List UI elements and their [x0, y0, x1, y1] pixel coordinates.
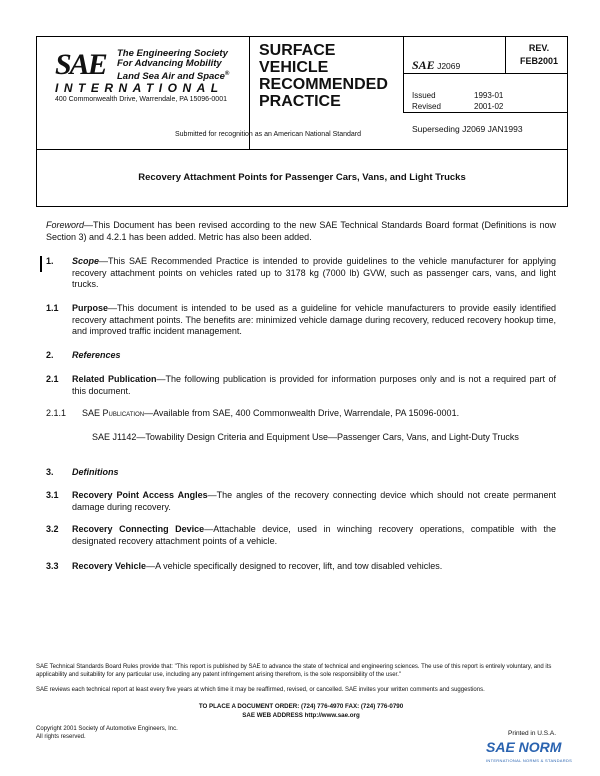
- definition-access-angles: [72, 490, 556, 513]
- web-address: SAE WEB ADDRESS http://www.sae.org: [242, 712, 360, 719]
- change-bar: [40, 256, 42, 272]
- related-publication-paragraph: [72, 374, 556, 397]
- revised-row: [412, 101, 536, 112]
- rev-value: FEB2001: [519, 56, 559, 66]
- revision-block: [511, 42, 567, 68]
- foreword-label: Foreword: [46, 220, 85, 230]
- document-title: Recovery Attachment Points for Passenger Cars, Vans, and Light Trucks: [138, 172, 466, 183]
- tagline-line: The Engineering Society: [117, 48, 228, 59]
- sae-publication-label: SAE Publication: [82, 408, 145, 418]
- sae-publication-text: —Available from SAE, 400 Commonwealth Drive, Warrendale, PA 15096-0001.: [144, 408, 460, 418]
- definitions-heading: [72, 467, 556, 479]
- definition-text: —Attachable device, used in winching recovery operations, compatible with the designated recovery attachment points of a vehicle.: [72, 524, 556, 546]
- title-box: [36, 148, 568, 207]
- definition-term: Recovery Connecting Device: [72, 524, 205, 534]
- purpose-label: Purpose: [72, 303, 109, 313]
- review-notice: SAE reviews each technical report at least every five years at which time it may be reaffirmed, revised, or cancelled. SAE invites your written comments and suggestions.: [36, 687, 485, 693]
- divider: [505, 37, 506, 73]
- sae-publication-paragraph: [82, 408, 556, 420]
- tsb-notice: SAE Technical Standards Board Rules provide that: "This report is published by SAE to advance the state of technical and engineering sciences. The use of this report is entirely voluntary, and its applicability and suitability for any particular use, including any patent infringement arising therefrom, is the sole responsibility of the user.": [36, 664, 552, 678]
- divider: [403, 37, 404, 113]
- rev-label: REV.: [528, 43, 550, 53]
- rights-line: All rights reserved.: [36, 733, 86, 740]
- superseding-note: Superseding J2069 JAN1993: [412, 124, 523, 134]
- revised-label: Revised: [412, 102, 441, 111]
- printed-in: Printed in U.S.A.: [508, 730, 557, 737]
- related-publication-text: —The following publication is provided for information purposes only and is not a required part of this document.: [72, 374, 556, 396]
- section-number: 3.3: [46, 561, 59, 571]
- section-number: 3.2: [46, 524, 59, 534]
- references-heading: [72, 350, 556, 362]
- scope-paragraph: [72, 256, 556, 291]
- purpose-text: —This document is intended to be used as a guideline for vehicle manufacturers to provide easily identified recovery attachment points. The benefits are: minimized vehicle damage during recovery, reduced recovery hookup time, and improved traffic incident management.: [72, 303, 556, 336]
- order-line: TO PLACE A DOCUMENT ORDER: (724) 776-4970 FAX: (724) 776-0790: [198, 703, 404, 710]
- revised-value: 2001-02: [474, 102, 504, 111]
- definitions-label: Definitions: [72, 467, 119, 477]
- section-number: 2.1: [46, 374, 59, 384]
- issued-value: 1993-01: [474, 91, 504, 100]
- reference-text: SAE J1142—Towability Design Criteria and Equipment Use—Passenger Cars, Vans, and Light-Duty Trucks: [92, 432, 519, 442]
- foreword-text: —This Document has been revised according to the new SAE Technical Standards Board format (Definitions is now Section 3) and 4.2.1 has been added. Metric has also been added.: [46, 220, 556, 242]
- scope-label: Scope: [72, 256, 100, 266]
- registered-mark: ®: [224, 71, 230, 77]
- definition-term: Recovery Point Access Angles: [72, 490, 208, 500]
- sae-logo: SAE: [55, 48, 106, 81]
- issue-dates: [412, 90, 536, 112]
- international-label: INTERNATIONAL: [55, 81, 224, 95]
- sae-address: 400 Commonwealth Drive, Warrendale, PA 15096-0001: [55, 96, 227, 103]
- definition-text: —A vehicle specifically designed to recover, lift, and tow disabled vehicles.: [146, 561, 443, 571]
- document-type-line: SURFACE: [259, 42, 336, 59]
- tagline-line: For Advancing Mobility: [117, 58, 222, 69]
- divider: [403, 112, 567, 113]
- section-number: 3.1: [46, 490, 59, 500]
- issued-label: Issued: [412, 91, 436, 100]
- section-number: 2.: [46, 350, 54, 360]
- divider: [403, 73, 567, 74]
- definition-text: —The angles of the recovery connecting device which should not create permanent damage during recovery.: [72, 490, 556, 512]
- tagline-text: Land Sea Air and Space: [117, 71, 225, 83]
- references-label: References: [72, 350, 121, 360]
- watermark-logo: SAE NORM: [486, 739, 562, 755]
- definition-connecting-device: [72, 524, 556, 547]
- issued-row: [412, 90, 536, 101]
- related-publication-label: Related Publication: [72, 374, 157, 384]
- document-type: [259, 42, 388, 110]
- header-box: [36, 36, 568, 150]
- purpose-paragraph: [72, 303, 556, 338]
- document-number: [412, 58, 460, 73]
- document-type-line: PRACTICE: [259, 93, 341, 110]
- tagline: [117, 49, 229, 82]
- document-type-line: RECOMMENDED: [259, 76, 388, 93]
- copyright-line: Copyright 2001 Society of Automotive Engineers, Inc.: [36, 726, 178, 732]
- section-number: 1.: [46, 256, 54, 266]
- doc-number: J2069: [437, 61, 461, 71]
- document-type-line: VEHICLE: [259, 59, 329, 76]
- definition-recovery-vehicle: [72, 561, 556, 573]
- section-number: 2.1.1: [46, 408, 67, 418]
- definition-term: Recovery Vehicle: [72, 561, 147, 571]
- watermark-subtitle: INTERNATIONAL NORMS & STANDARDS: [486, 758, 573, 763]
- scope-text: —This SAE Recommended Practice is intended to provide guidelines to the vehicle manufacturer for applying recovery attachment points on vehicles rated up to 3178 kg (7000 lb) GVW, such as passenger cars, vans, and light trucks.: [72, 256, 556, 289]
- foreword-paragraph: [46, 220, 556, 243]
- reference-entry: [92, 432, 556, 444]
- section-number: 1.1: [46, 303, 59, 313]
- section-number: 3.: [46, 467, 54, 477]
- ansi-submission-note: Submitted for recognition as an American National Standard: [175, 131, 361, 138]
- doc-prefix: SAE: [412, 58, 435, 72]
- order-block: [36, 703, 566, 723]
